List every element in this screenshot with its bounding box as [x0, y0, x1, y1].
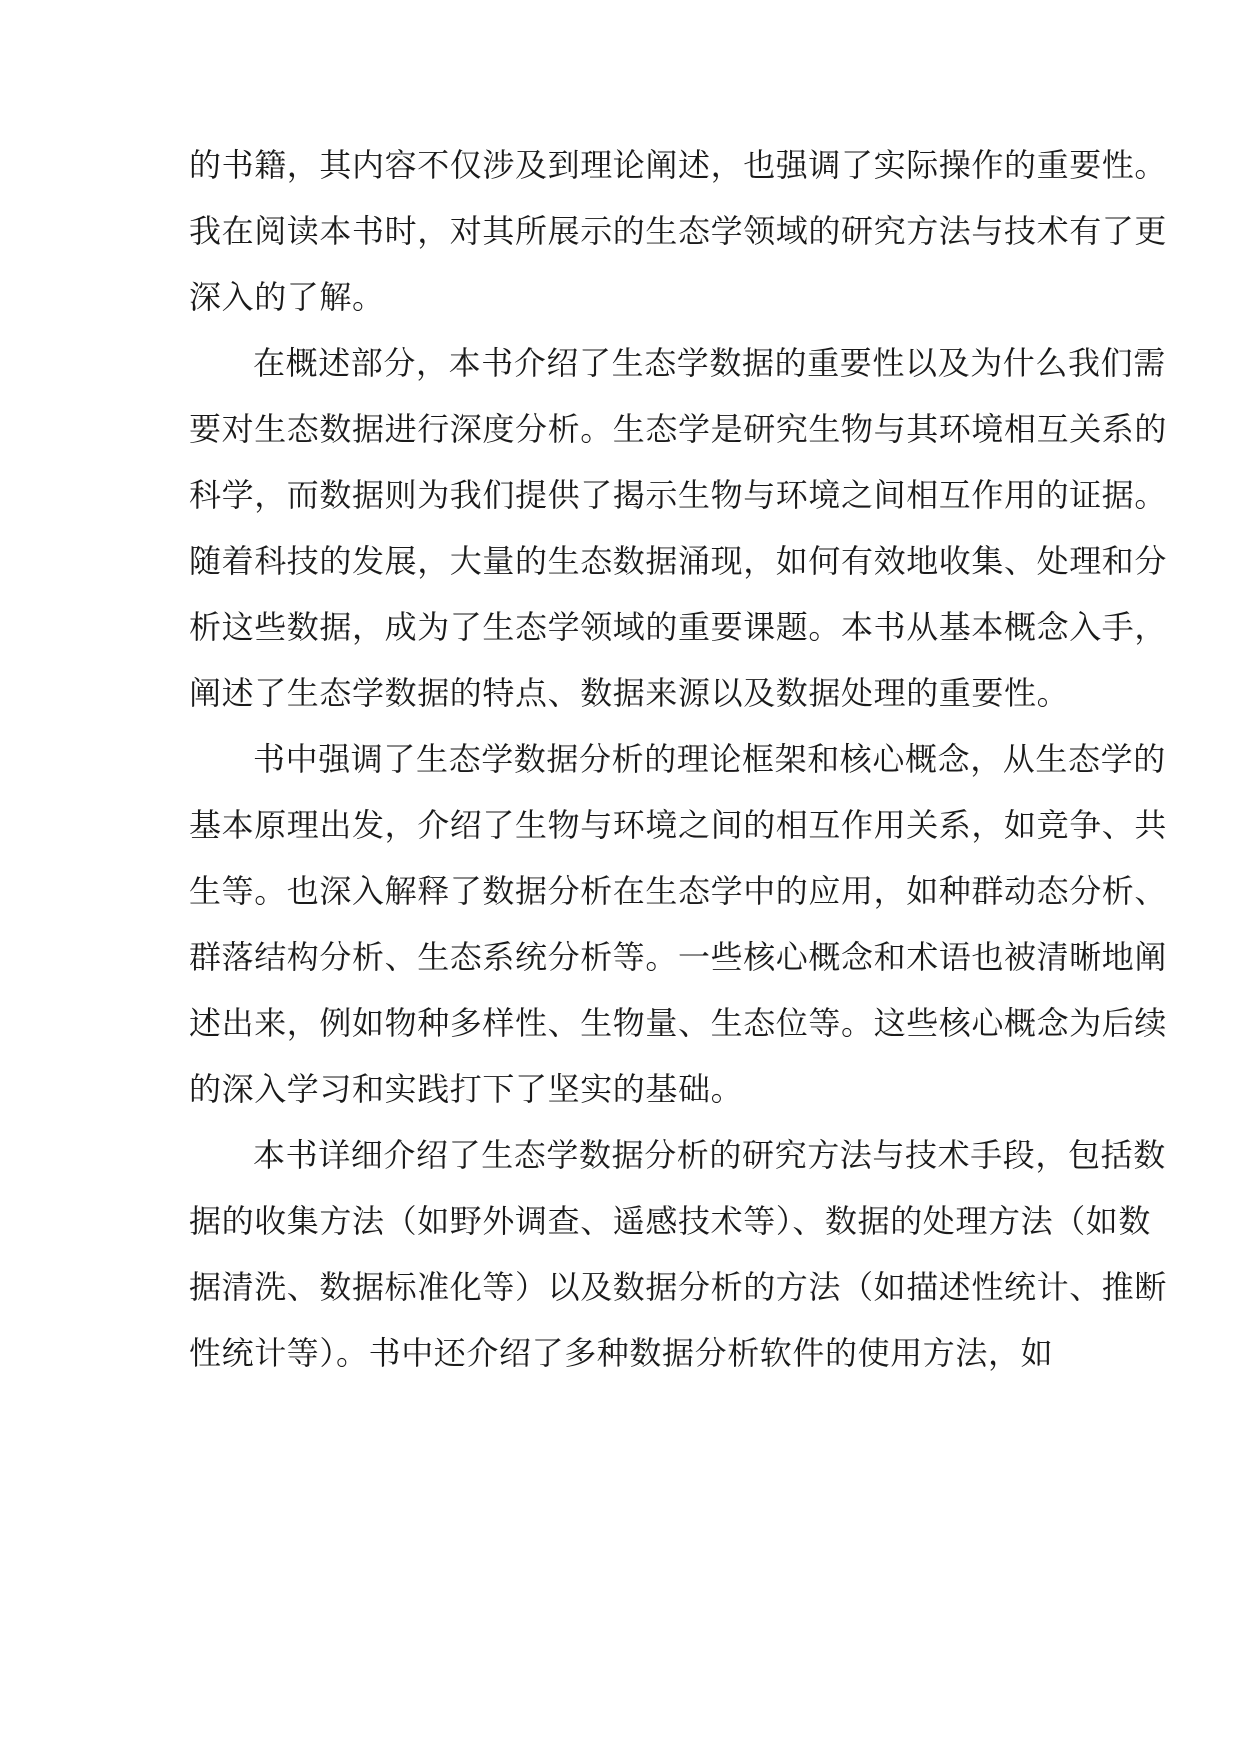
- text-line: 生等。也深入解释了数据分析在生态学中的应用，如种群动态分析、: [189, 872, 1168, 910]
- text-line: 基本原理出发，介绍了生物与环境之间的相互作用关系，如竞争、共: [189, 806, 1168, 844]
- text-line: 群落结构分析、生态系统分析等。一些核心概念和术语也被清晰地阐: [189, 938, 1168, 976]
- text-line: 在概述部分，本书介绍了生态学数据的重要性以及为什么我们需: [253, 344, 1166, 382]
- text-line: 书中强调了生态学数据分析的理论框架和核心概念，从生态学的: [253, 740, 1166, 778]
- text-line: 科学，而数据则为我们提供了揭示生物与环境之间相互作用的证据。: [189, 476, 1168, 514]
- text-line: 要对生态数据进行深度分析。生态学是研究生物与其环境相互关系的: [189, 410, 1168, 448]
- text-line: 的深入学习和实践打下了坚实的基础。: [189, 1070, 744, 1108]
- text-line: 深入的了解。: [189, 278, 385, 316]
- text-line: 据的收集方法（如野外调查、遥感技术等）、数据的处理方法（如数: [189, 1202, 1152, 1240]
- body-text: [189, 132, 1168, 1386]
- paragraph: [189, 1122, 1168, 1386]
- text-line: 阐述了生态学数据的特点、数据来源以及数据处理的重要性。: [189, 674, 1070, 712]
- paragraph: [189, 726, 1168, 1122]
- text-line: 本书详细介绍了生态学数据分析的研究方法与技术手段，包括数: [253, 1136, 1166, 1174]
- text-line: 的书籍，其内容不仅涉及到理论阐述，也强调了实际操作的重要性。: [189, 146, 1168, 184]
- text-line: 析这些数据，成为了生态学领域的重要课题。本书从基本概念入手，: [189, 608, 1168, 646]
- text-line: 我在阅读本书时，对其所展示的生态学领域的研究方法与技术有了更: [189, 212, 1168, 250]
- text-line: 随着科技的发展，大量的生态数据涌现，如何有效地收集、处理和分: [189, 542, 1168, 580]
- text-line: 述出来，例如物种多样性、生物量、生态位等。这些核心概念为后续: [189, 1004, 1168, 1042]
- paragraph: [189, 330, 1168, 726]
- text-line: 性统计等）。书中还介绍了多种数据分析软件的使用方法，如: [189, 1334, 1054, 1372]
- text-line: 据清洗、数据标准化等）以及数据分析的方法（如描述性统计、推断: [189, 1268, 1168, 1306]
- paragraph: [189, 132, 1168, 330]
